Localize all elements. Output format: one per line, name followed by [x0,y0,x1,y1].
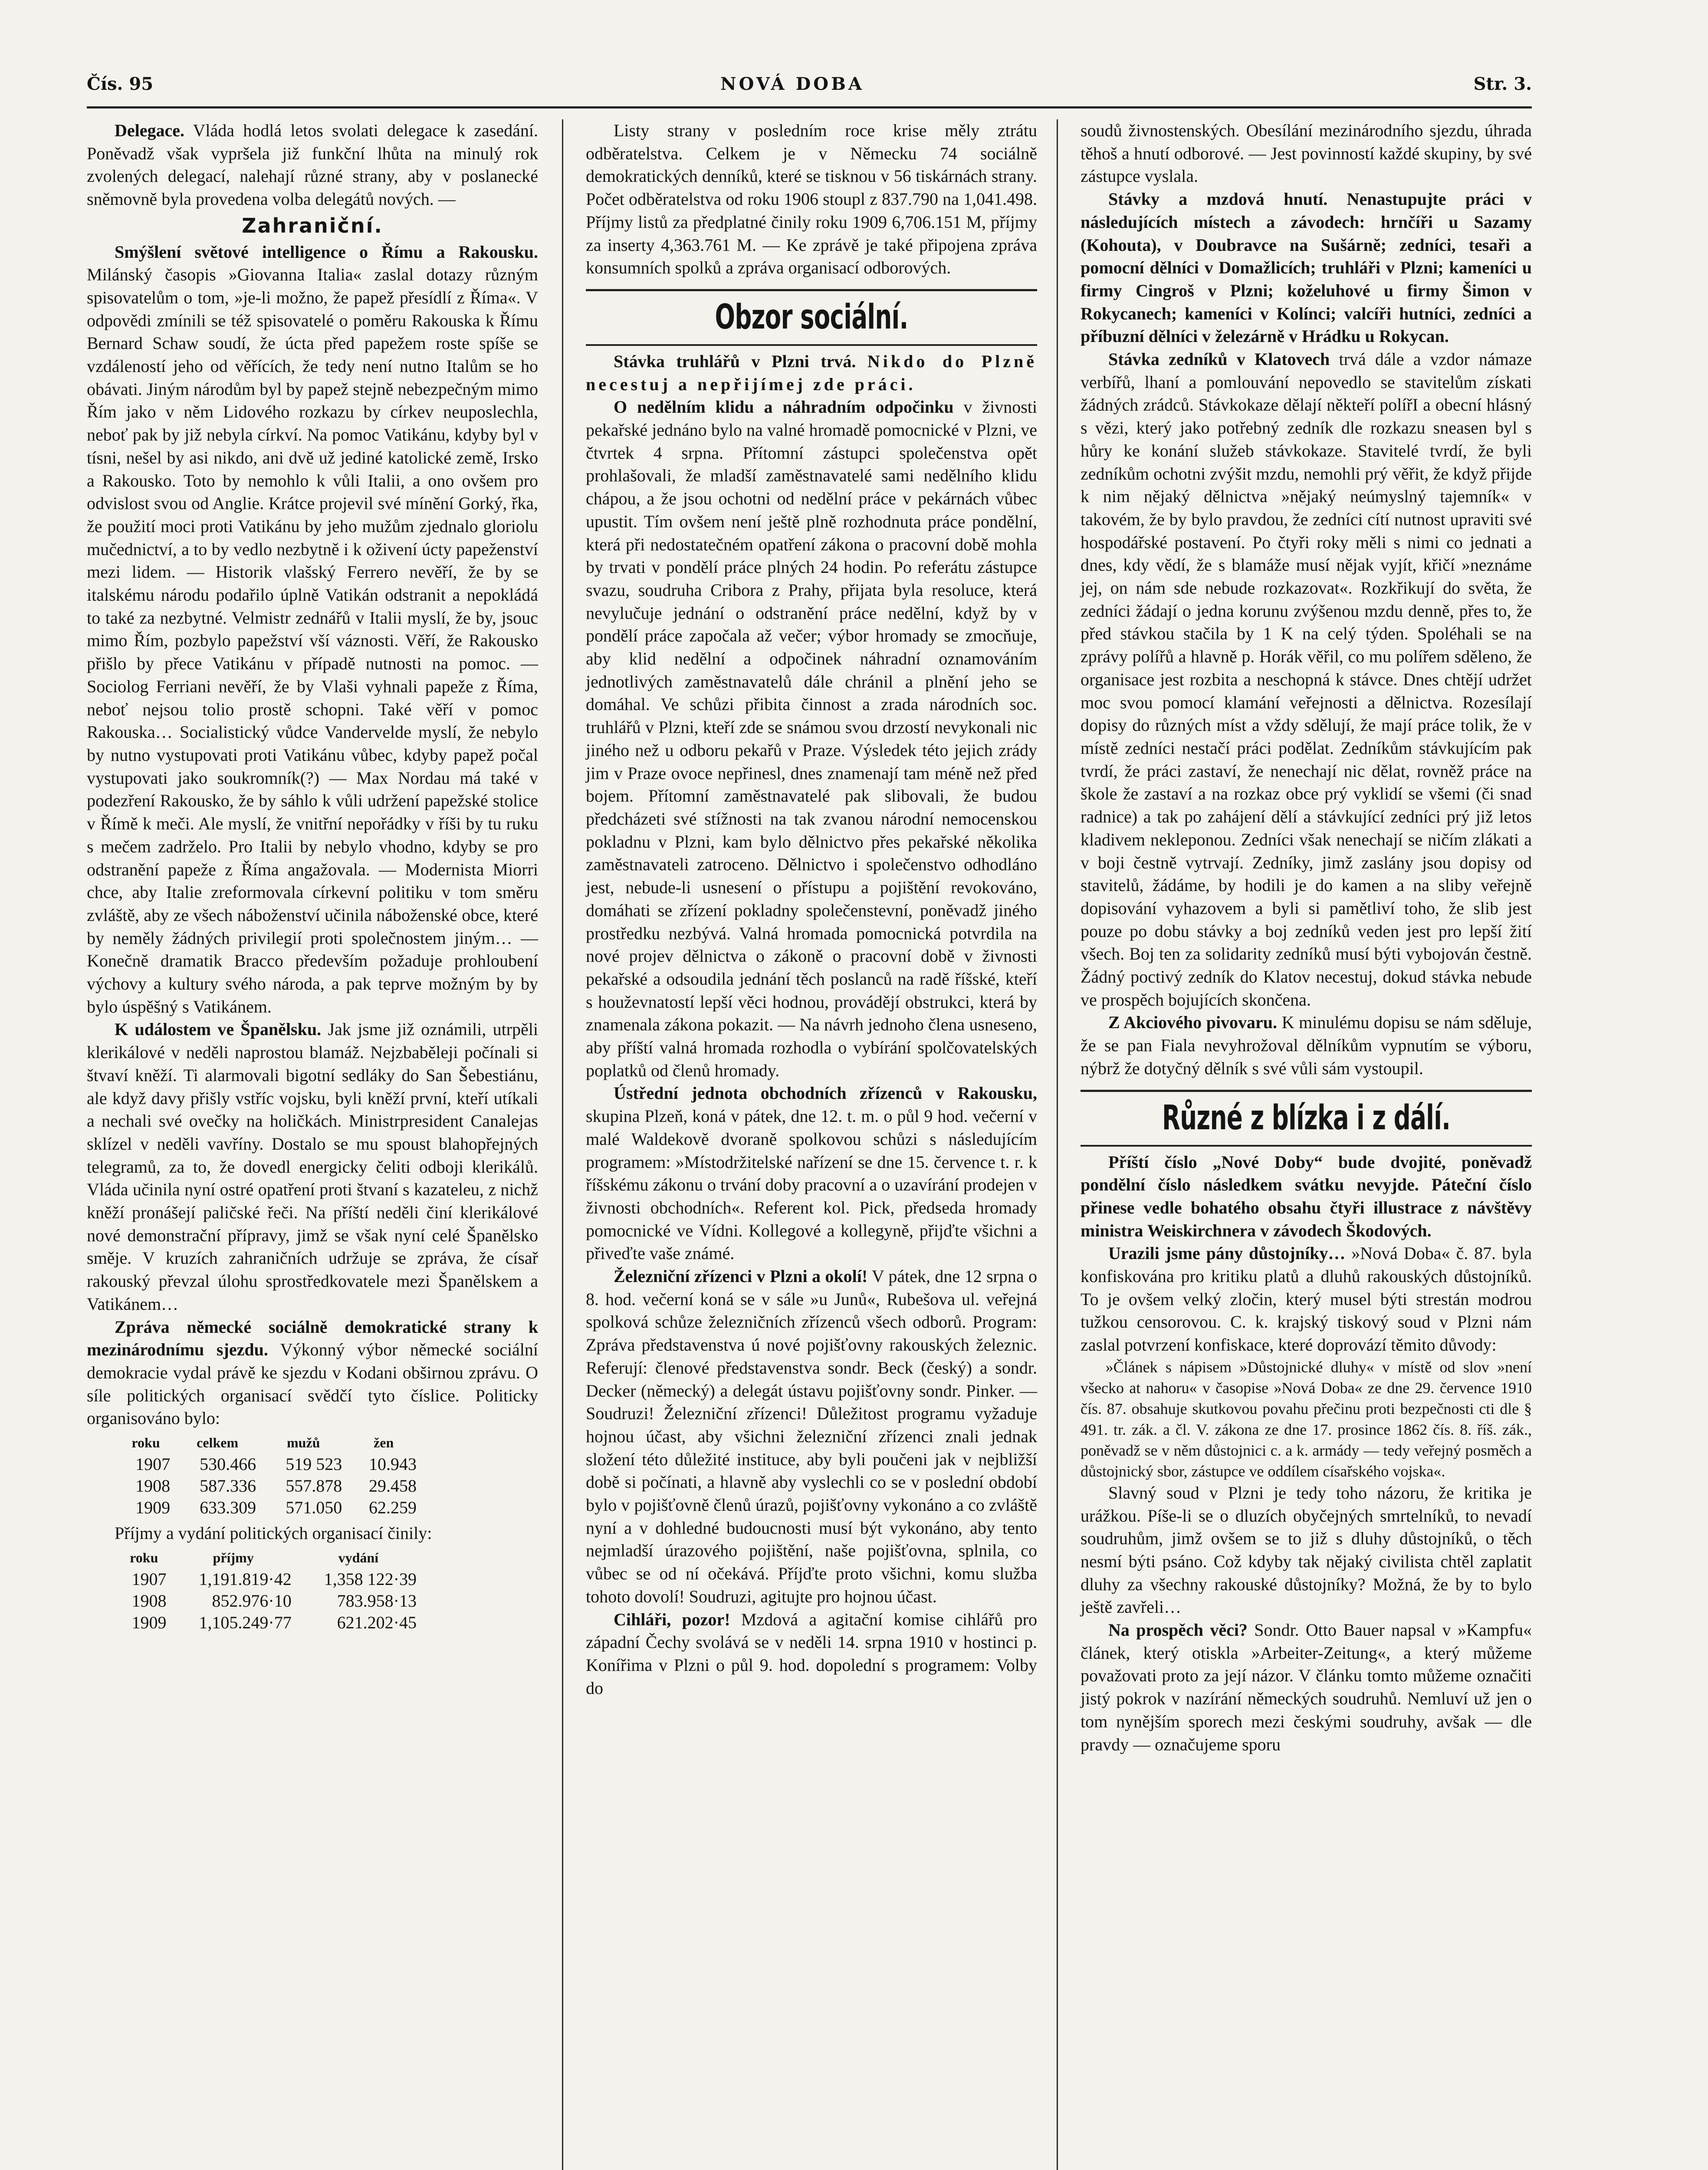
article-body: Sondr. Otto Bauer napsal v »Kampfu« článek, který otiskla »Arbeiter-Zeitung«, a který můžeme považovati proto za její názor. V článku tomto můžeme označiti jistý pokrok v nazírání německých soudruhů. Nemluví už jen o tom nynějším sporech mezi českými soudruhy, avšak — dle pravdy — označujeme sporu [1081,1620,1532,1754]
article-title: Na prospěch věci? [1108,1620,1248,1640]
page-number: Str. 3. [1473,74,1532,94]
table-cell: 10.943 [369,1454,417,1474]
article-brewery [1081,1011,1532,1080]
article-delegace [87,119,538,211]
column-1 [87,119,538,1637]
article-officers [1081,1242,1532,1357]
article-title: Z Akciového pivovaru. [1108,1013,1278,1032]
table-cell: 852.976·10 [212,1591,292,1611]
table-cell: 783.958·13 [337,1591,417,1611]
table-header: roku [130,1549,158,1565]
table-row [117,1568,421,1590]
article-spain [87,1018,538,1315]
finance-intro: Příjmy a vydání politických organisací činily: [115,1523,432,1543]
article-title: Delegace. [115,121,185,140]
table-row [117,1590,421,1612]
table-cell: 1907 [135,1454,171,1474]
article-body: Vláda hodlá letos svolati delegace k zasedání. Poněvadž však vypršela již funkční lhůta na minulý rok zvolených delegací, nalehají různé strany, aby v poslanecké sněmovně byla provedena volba delegátů nových. — [87,121,538,209]
article-title: Cihláři, pozor! [614,1609,730,1629]
section-heading-misc: Různé z blízka i z dálí. [1162,1098,1451,1138]
article-officers-quote: »Článek s nápisem »Důstojnické dluhy« v místě od slov »není všecko at nahoru« v časopise »Nová Doba« ze dne 29. července 1910 čís. 87. obsahuje skutkovou povahu přečinu proti bezpečnosti cti dle § 491. tr. zák. a čl. V. zákona ze dne 17. prosince 1862 čís. 8. říš. zák., poněvadž se v něm důstojnici c. a k. armády — tedy veřejný posměch a důstojnický sbor, zástupce ve oddílem císařského vojska«. [1081,1358,1532,1480]
table-cell: 1909 [135,1498,171,1518]
header-rule [87,106,1532,108]
table-cell: 29.458 [369,1476,417,1496]
article-benefit [1081,1619,1532,1756]
finance-table [117,1547,421,1634]
column-3 [1081,119,1532,1756]
table-header: žen [374,1435,394,1451]
article-title: K událostem ve Španělsku. [115,1019,322,1039]
article-body: »Nová Doba« č. 87. byla konfiskována pro kritiku platů a dluhů rakouských důstojníků. To je ovšem velký zločin, který musel býti strestán modrou tužkou censorovou. C. k. krajský tiskový soud v Plzni nám zaslal potvrzení konfiskace, které doprovází těmito důvody: [1081,1243,1532,1355]
membership-table [117,1432,421,1519]
section-rule [586,289,1037,291]
table-row [117,1497,421,1519]
article-title: Stávka truhlářů v Plzni trvá. [614,351,856,371]
section-heading-social: Obzor sociální. [715,297,908,337]
article-body: skupina Plzeň, koná v pátek, dne 12. t. m. o půl 9 hod. večerní v malé Waldekově dvoraně spolkovou schůzi s následujícím programem: »Místodržitelské nařízení se dne 15. července t. r. k říšskému zákonu o trvání doby pracovní a o uzavírání prodejen v živnosti obchodních«. Referent kol. Pick, předseda hromady pomocnické ve Vídni. Kollegové a kollegyně, přijďte všichni a přiveďte vaše známé. [586,1106,1037,1263]
article-title: Urazili jsme pány důstojníky… [1108,1243,1346,1263]
table-header: celkem [197,1435,239,1451]
article-next-issue [1081,1151,1532,1243]
table-header: příjmy [213,1549,254,1565]
article-continuation: soudů živnostenských. Obesílání mezinárodního sjezdu, úhrada těhoš a hnutí odborové. — Jest povinností každé skupiny, by své zástupce vyslala. [1081,121,1532,186]
masthead: NOVÁ DOBA [720,74,864,94]
article-title: Stávky a mzdová hnutí. [1108,189,1328,209]
table-row [117,1453,421,1475]
article-body: Milánský časopis »Giovanna Italia« zaslal dotazy různým spisovatelům o tom, »je-li možno, že papež přesídlí z Říma«. V odpovědi zmínili se též spisovatelé o poměru Rakouska k Římu Bernard Schaw soudí, že úcta před papežem roste spíše se vzdáleností jeho od věřících, že tedy není nutno Italům se ho obávati. Jiným národům byl by papež stejně nebezpečným mimo Řím jako v něm Lidového rozkazu by církev neuposlechla, neboť pak by již nebyla církví. Na pomoc Vatikánu, kdyby byl v tísni, nešel by asi nikdo, ani dvě už jediné katolické země, Irsko a Rakousko. Toto by nemohlo k vůli Italii, a ono ovšem pro odvislost svou od Anglie. Krátce projevil své mínění Gorký, řka, že použití moci proti Vatikánu by jeho mužům zjednalo gloriolu mučednictví, a to by vedlo nezbytně i k oživení úcty papeženství mezi lidem. — Historik vlašský Ferrero nevěří, že by se italskému národu podařilo úplně Vatikán odstranit a nepokládá to také za nezbytné. Velmistr zednářů v Italii myslí, že by, jsouc mimo Řím, pozbylo papežství vší váznosti. Věří, že Rakousko přišlo by přece Vatikánu v případě nutnosti na pomoc. — Sociolog Ferriani nevěří, že by Vlaši vyhnali papeže z Říma, neboť nejsou tolio prostě schopni. Také věří v pomoc Rakouska… Socialistický vůdce Vandervelde myslí, že nebylo by nutno vystupovati proti Vatikánu vůbec, kdyby papež počal vystupovati jako soukromník(?) — Max Nordau má také v podezření Rakousko, že by sáhlo k vůli udržení papežské stolice v Římě k meči. Ale myslí, že vnitřní nepořádky v říši by tu ruku s mečem zadrželo. Pro Italii by nebylo vhodno, kdyby se pro odstranění papeže z Říma angažovala. — Modernista Miorri chce, aby Italie zreformovala církevní politiku v tom směru zvláště, aby ze všech náboženství učinila náboženské obce, které by neměly žádných privilegií proti společnostem jiným… — Konečně dramatik Bracco především požaduje prohloubení výchovy a kultury svého národa, a pak teprve možným by by bylo úspěšný s Vatikánem. [87,265,538,1016]
article-body: V pátek, dne 12 srpna o 8. hod. večerní koná se v sále »u Junů«, Rubešova ul. veřejná spolková schůze železničních zřízenců všech odborů. Program: Zpráva představenstva ú nové pojišťovny rakouských železnic. Referují: členové představenstva sondr. Beck (český) a sondr. Decker (německý) a delegát ústavu pojišťovny sondr. Pinker. — Soudruzi! Železniční zřízenci! Důležitost programu vyžaduje hojnou účast, aby všichni železniční zřízenci znali jednak složení této důležité instituce, aby byli poučeni jak v nejbližší době si počínati, a hlavně aby vyslechli co se v poslední období bylo v pojišťovně členů úrazů, pojišťovny vykonáno a co zvláště nyní a v dohledné budoucnosti musí být vykonáno, aby tento nejmladší úrazového pojištění, naše pojišťovna, splnila, co vůbec se od ní očekává. Příjďte proto všichni, komu služba tohoto dovolí! Soudruzi, agitujte pro hojnou účast. [586,1266,1037,1606]
page-header [87,69,1532,100]
section-heading-abroad: Zahraniční. [242,214,383,237]
article-title: Železniční zřízenci v Plzni a okolí! [614,1266,868,1286]
article-body: trvá dále a vzdor námaze verbířů, lhaní a pomlouvání nepovedlo se stavitelům získati žádných zrádců. Stávkokaze dělají někteří polířI a obecní hlásný s vězi, který jako potřebný zedník dle rozkazu sneasen byl s hůry ke konání služeb stávkokaze. Stavitelé tvrdí, že byli zedníkům ochotni zvýšit mzdu, nemohli prý věřit, že když přijde k nim nějaký dělnictva »nějaký neúmyslný tajemník« v takovém, že by bylo pravdou, že zedníci cítí nutnost upraviti své hospodářské postavení. Po čtyři roky měli s nimi co jednati a dnes, kdy vědí, že s blamáže musí nějak vyjít, křičí »neznáme jej, on nám sde nebude rozkazovat«. Rozkřikují do světa, že zedníci žádají o jedna korunu zvýšenou mzdu denně, přes to, že před stávkou stačila by 1 K na celý týden. Spoléhali se na zprávy polířů a hlavně p. Horák věřil, co mu polířem sděleno, že organisace jest rozbita a neschopná k stávce. Dnes chtějí udržet moc svou pomocí klamání veřejnosti a dělnictva. Rozesílají dopisy do různých míst a vždy sdělují, že mají práce tolik, že v místě zedníci nestačí práci podělat. Zedníkům stávkujícím pak tvrdí, že práci zastaví, že nenechají nic dělat, rovněž práce na škole že zastaví a na rozkaz obce prý vyklidí se všemi (či snad radnice) a tak po zahájení dělí a stávkující zedníci prý již letos kladivem nekleponou. Zedníci však nenechají se ničím zlákati a v boji čestně vytrvají. Zedníky, jimž zaslány jsou dopisy od stavitelů, žádáme, by hodili je do kamen a na sliby veřejně dopisování vyhazovem a byli si pamětliví toho, že slib jest pouze po dobu stávky a boj zedníků veden jest pro lepší žití všech. Boj ten za solidarity zedníků musí býti vybojován čestně. Žádný poctivý zedník do Klatov necestuj, dokud stávka nebude ve prospěch bojujících skončena. [1081,349,1532,1009]
table-cell: 1908 [135,1476,171,1496]
article-brickmakers [586,1608,1037,1700]
column-divider-2 [1057,119,1058,2170]
article-klatovy [1081,348,1532,1011]
table-header: mužů [287,1435,320,1451]
section-rule [1081,1090,1532,1092]
article-title: Příští číslo „Nové Doby“ bude dvojité, [1108,1152,1446,1172]
table-cell: 1,105.249·77 [199,1612,292,1632]
table-cell: 587.336 [200,1476,256,1496]
table-header: roku [131,1435,160,1451]
article-title: O nedělním klidu a náhradním odpočinku [614,397,954,417]
article-title: Smýšlení světové intelligence o Římu a Rakousku. [115,242,538,262]
article-officers-comment: Slavný soud v Plzni je tedy toho názoru, že kritika je urážkou. Píše-li se o dluzích obyčejných smrtelníků, to nevadí soudruhům, jimž ovšem se to již s dluhy důstojníků, o těch nesmí býti psáno. Což kdyby tak nějaký civilista chtěl zaplatit dluhy za všechny rakouské důstojníky? Možná, že by to bylo ještě zavřeli… [1081,1483,1532,1617]
article-body: Jak jsme již oznámili, utrpěli klerikálové v neděli naprostou blamáž. Nejzbaběleji počínali si štvaví kněží. Ti alarmovali bigotní sedláky do San Šebestiánu, ale když davy přišly vstříc vojsku, byli kněží první, kteří utíkali a nechali své ovečky na holičkách. Ministrpresident Canalejas sklízel v neděli vavříny. Dostalo se mu spoust blahopřejných telegramů, za to, že dovedl energicky čeliti odboji klerikálů. Vláda učinila nyní ostré opatření proti štvaní s kazateleu, z nichž kněží pronášejí paličské řeči. Na příští neděli činí klerikálové nové demonstrační přípravy, jimž se však nyní celé Španělsko směje. V kruzích zahraničních udržuje se zpráva, že císař rakouský převzal úlohu sprostředkovatele mezi Španělskem a Vatikánem… [87,1019,538,1314]
section-rule [1081,1145,1532,1147]
article-strikes [1081,188,1532,348]
column-2 [586,119,1037,1700]
table-row [117,1612,421,1634]
table-cell: 1907 [131,1569,167,1589]
table-cell: 633.309 [200,1498,256,1518]
table-header-row [117,1432,421,1453]
article-sunday-rest [586,396,1037,1082]
article-carpenter-strike [586,350,1037,396]
table-cell: 1,358 122·39 [324,1569,417,1589]
article-body: Nenastupujte práci v následujících místech a závodech: hrnčíři u Sazamy (Kohouta), v Doubravce na Sušárně; zedníci, tesaři a pomocní dělníci v Domažlicích; truhláři v Plzni; kameníci u firmy Cingroš v Plzni; koželuhové u firmy Šimon v Rokycanech; kameníci v Kolínci; valcíři hutníci, zedníci a příbuzní dělníci v železárně v Hrádku u Rokycan. [1081,189,1532,346]
article-body: Mzdová a agitační komise cihlářů pro západní Čechy svolává se v neděli 14. srpna 1910 v hostinci p. Konířima v Plzni o půl 9. hod. dopolední s programem: Volby do [586,1609,1037,1698]
table-cell: 557.878 [286,1476,342,1496]
table-row [117,1475,421,1497]
article-commercial-union [586,1082,1037,1265]
article-title: Stávka zedníků v Klatovech [1108,349,1330,369]
article-german-report [87,1316,538,1430]
article-intelligence [87,241,538,1019]
table-cell: 519 523 [286,1454,342,1474]
article-title: Ústřední jednota obchodních zřízenců v Rakousku, [614,1083,1037,1103]
table-cell: 62.259 [369,1498,417,1518]
article-body: Nikdo do Plzně necestuj a nepřijímej zde práci. [586,351,1037,394]
section-rule [586,344,1037,346]
article-railway [586,1265,1037,1608]
article-body: poněvadž pondělní číslo následkem svátku nevyjde. Páteční číslo přinese vedle bohatého obsahu čtyři illustrace z návštěvy ministra Weiskirchnera v závodech Škodových. [1081,1152,1532,1240]
table-header: vydání [338,1549,379,1565]
article-party-papers: Listy strany v posledním roce krise měly ztrátu odběratelstva. Celkem je v Německu 74 sociálně demokratických denníků, které se tisknou v 56 tiskárnách strany. Počet odběratelstva od roku 1906 stoupl z 837.790 na 1,041.498. Příjmy listů za předplatné činily roku 1909 6,706.151 M, příjmy za inserty 4,363.761 M. — Ke zprávě je také připojena zpráva konsumních spolků a zpráva organisací odborových. [586,121,1037,278]
article-body: Výkonný výbor německé sociální demokracie vydal právě ke sjezdu v Kodani obširnou zprávu. O síle politických organisací svědčí tyto číslice. Politicky organisováno bylo: [87,1340,539,1428]
column-divider-1 [562,119,563,2170]
newspaper-page [87,65,1532,2170]
table-cell: 530.466 [200,1454,256,1474]
table-cell: 1,191.819·42 [199,1569,292,1589]
table-cell: 571.050 [286,1498,342,1518]
table-cell: 621.202·45 [337,1612,417,1632]
issue-number: Čís. 95 [87,74,154,94]
table-cell: 1909 [131,1612,167,1632]
article-body: K minulému dopisu se nám sděluje, že se pan Fiala nevyhrožoval dělníkům vypnutím se výboru, nýbrž že dotyčný dělník s své vůli sám vystoupil. [1081,1013,1532,1078]
table-header-row [117,1547,421,1568]
article-title: Zpráva německé sociálně demokratické strany k mezinárodnímu sjezdu. [87,1317,538,1360]
article-body: v živnosti pekařské jednáno bylo na valné hromadě pomocnické v Plzni, ve čtvrtek 4 srpna. Přítomní zástupci společenstva opět prohlašovali, že mladší zaměstnavatelé sami nedělního klidu chápou, a že jsou ochotni od nedělní práce v pekárnách vůbec upustit. Tím ovšem není ještě plně rozhodnuta práce pondělní, která při nedostatečném opatření zákona o pracovní době mohla by trvati v pondělí práce plných 24 hodin. Po referátu zástupce svazu, soudruha Cribora z Prahy, přijata byla resoluce, která nevylučuje jednání o odstranění práce nedělní, když by v pondělí práce započala až večer; výbor hromady se zmocňuje, aby klid nedělní a odpočinek náhradní oznamováním jednotlivých zaměstnavatelů dále chránil a plnění jeho se domáhal. Ve schůzi přibita činnost a zrada národních soc. truhlářů v Plzni, kteří zde se snámou svou drzostí nevykonali nic jiného než u odboru pekařů v Praze. Výsledek této jejich zrády jim v Praze ovoce nepřinesl, dnes znamenají tam méně než před bojem. Přítomní zaměstnavatelé pak slibovali, že budou předcházeti své stížnosti na tak zvanou národní nemocenskou pokladnu v Plzni, kam bylo dělnictvo přes pekařské několika zaměstnavateli zatroceno. Dělnictvo i společenstvo odhodláno jest, nebude-li usnesení o přístupu a pojištění revokováno, domáhati se zřízení pokladny společenstevní, poněvadž jiného prostředku nezbývá. Valná hromada pomocnická potvrdila na nové projev dělnictva o zákoně o pracovní době v živnosti pekařské a odsoudila jednání těch poslanců na radě říšské, kteří s houževnatostí lepší věci hodnou, provádějí obstrukci, která by znamenala zákona pokazit. — Na návrh jednoho člena usneseno, aby příští valná hromada rozhodla o vybírání spolčovatelských poplatků od členů hromady. [586,397,1037,1080]
table-cell: 1908 [131,1591,167,1611]
